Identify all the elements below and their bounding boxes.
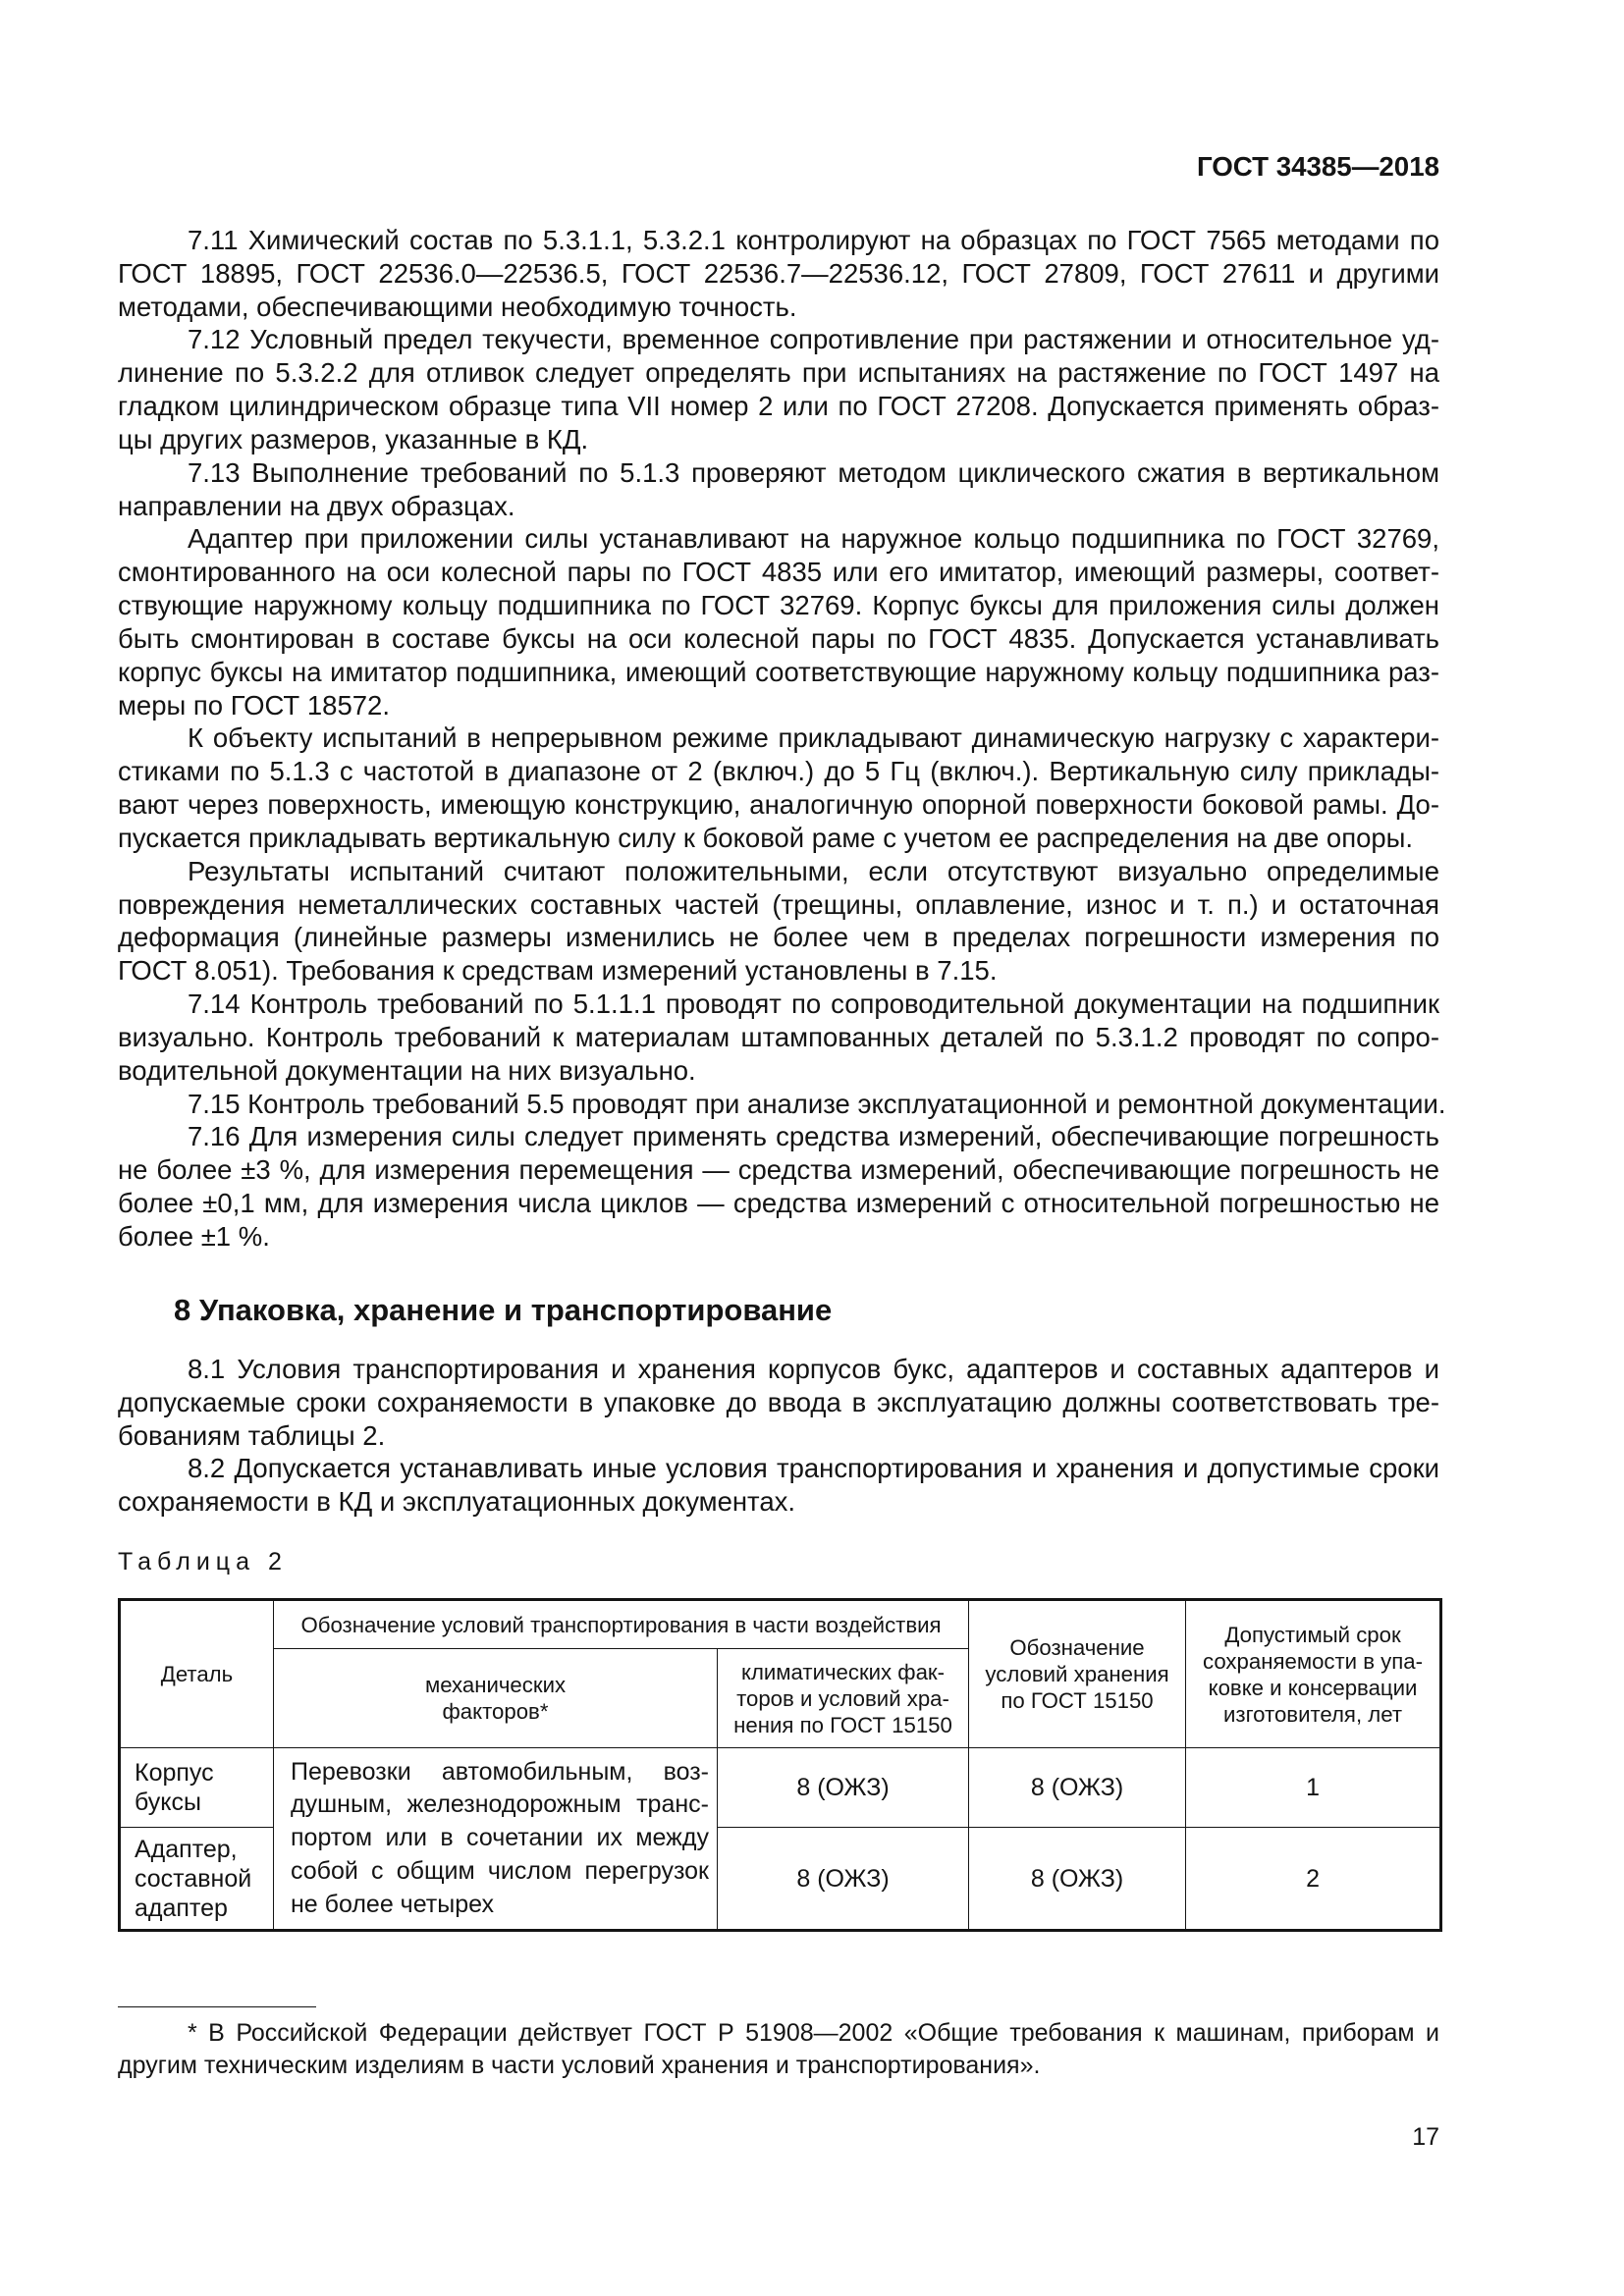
text-line: вают через поверхность, имеющую конструкцию, аналогичную опорной поверхности боковой рамы. До- xyxy=(118,789,1439,821)
header-text: сохраняемости в упа- xyxy=(1203,1648,1424,1674)
text-line: меры по ГОСТ 18572. xyxy=(118,689,390,721)
table-2 xyxy=(118,1598,1442,1932)
text-line: ГОСТ 18895, ГОСТ 22536.0—22536.5, ГОСТ 22536.7—22536.12, ГОСТ 27809, ГОСТ 27611 и другими xyxy=(118,257,1439,289)
text-line: ствующие наружному кольцу подшипника по ГОСТ 32769. Корпус буксы для приложения силы должен xyxy=(118,590,1439,621)
header-text: ковке и консервации xyxy=(1208,1675,1418,1700)
paragraph-7-14 xyxy=(118,988,1439,1087)
header-text: нения по ГОСТ 15150 xyxy=(733,1712,952,1737)
footnote xyxy=(118,2017,1439,2082)
table-header-storage xyxy=(969,1600,1186,1748)
paragraph-7-11 xyxy=(118,224,1439,323)
cell-text: собой с общим числом перегрузок xyxy=(291,1856,709,1885)
paragraph-7-12 xyxy=(118,323,1439,455)
text-line: сохраняемости в КД и эксплуатационных документах. xyxy=(118,1486,796,1518)
text-line: не более ±3 %, для измерения перемещения — средства измерений, обеспечивающие погрешность не xyxy=(118,1154,1439,1186)
header-text: торов и условий хра- xyxy=(736,1685,949,1711)
table-header-climatic xyxy=(718,1649,969,1748)
text-line: 7.13 Выполнение требований по 5.1.3 проверяют методом циклического сжатия в вертикальном xyxy=(188,456,1439,488)
header-text: факторов* xyxy=(442,1699,549,1724)
paragraph-8-1 xyxy=(118,1353,1439,1452)
text-line: К объекту испытаний в непрерывном режиме прикладывают динамическую нагрузку с характери- xyxy=(188,722,1439,754)
text-line: более ±1 %. xyxy=(118,1220,270,1252)
text-line: пускается прикладывать вертикальную силу к боковой раме с учетом ее распределения на две опоры. xyxy=(118,822,1414,853)
table-cell-shelf-life: 1 xyxy=(1186,1748,1441,1828)
paragraph-results xyxy=(118,855,1439,988)
page-number: 17 xyxy=(1412,2123,1439,2151)
text-line: деформация (линейные размеры изменились не более чем в пределах погрешности измерения по xyxy=(118,922,1439,953)
header-text: климатических фак- xyxy=(741,1659,946,1684)
footnote-line: * В Российской Федерации действует ГОСТ Р 51908—2002 «Общие требования к машинам, приборам и xyxy=(188,2019,1439,2047)
footnote-line: другим техническим изделиям в части условий хранения и транспортирования». xyxy=(118,2052,1041,2079)
header-text: по ГОСТ 15150 xyxy=(1001,1688,1154,1713)
text-line: бованиям таблицы 2. xyxy=(118,1419,386,1451)
header-text: механических xyxy=(424,1673,567,1697)
paragraph-adapter xyxy=(118,522,1439,721)
header-text: изготовителя, лет xyxy=(1223,1701,1402,1727)
text-line: корпус буксы на имитатор подшипника, имеющий соответствующие наружному кольцу подшипника раз- xyxy=(118,656,1439,687)
paragraph-8-2 xyxy=(118,1452,1439,1519)
cell-text: не более четырех xyxy=(291,1890,494,1918)
text-line: 7.15 Контроль требований 5.5 проводят при анализе эксплуатационной и ремонтной документации. xyxy=(188,1088,1446,1119)
cell-text: Адаптер, xyxy=(135,1835,238,1863)
table-header-shelf-life xyxy=(1186,1600,1441,1748)
text-line: более ±0,1 мм, для измерения числа циклов — средства измерений с относительной погрешностью не xyxy=(118,1188,1439,1219)
text-line: смонтированного на оси колесной пары по ГОСТ 4835 или его имитатор, имеющий размеры, соответ- xyxy=(118,557,1439,588)
header-text: Обозначение xyxy=(1009,1635,1145,1660)
table-cell-shelf-life: 2 xyxy=(1186,1828,1441,1931)
header-text: Допустимый срок xyxy=(1224,1622,1401,1647)
table-row xyxy=(120,1748,1441,1828)
table-header-mechanical xyxy=(274,1649,718,1748)
cell-text: адаптер xyxy=(135,1894,228,1922)
text-line: быть смонтирован в составе буксы на оси колесной пары по ГОСТ 4835. Допускается устанавливать xyxy=(118,622,1439,654)
text-line: водительной документации на них визуально. xyxy=(118,1054,696,1086)
cell-text: Перевозки автомобильным, воз- xyxy=(291,1757,709,1786)
paragraph-7-13 xyxy=(118,456,1439,523)
text-line: Адаптер при приложении силы устанавливают на наружное кольцо подшипника по ГОСТ 32769, xyxy=(188,523,1439,555)
text-line: методами, обеспечивающими необходимую точность. xyxy=(118,291,797,322)
table-cell-detail xyxy=(120,1748,274,1828)
table-cell-storage: 8 (ОЖЗ) xyxy=(969,1748,1186,1828)
table-caption: Таблица 2 xyxy=(118,1548,288,1575)
text-line: направлении на двух образцах. xyxy=(118,490,515,521)
text-line: визуально. Контроль требований к материалам штампованных деталей по 5.3.1.2 проводят по сопро- xyxy=(118,1021,1439,1052)
table-header-detail xyxy=(120,1600,274,1748)
section-8-heading: 8 Упаковка, хранение и транспортирование xyxy=(174,1293,833,1327)
text-line: 7.12 Условный предел текучести, временное сопротивление при растяжении и относительное уд- xyxy=(188,324,1439,355)
table-cell-detail xyxy=(120,1828,274,1931)
footnote-rule xyxy=(118,2006,316,2007)
section-7-text xyxy=(118,224,1446,1254)
text-line: 7.11 Химический состав по 5.3.1.1, 5.3.2.1 контролируют на образцах по ГОСТ 7565 методами по xyxy=(188,225,1439,255)
paragraph-7-16 xyxy=(118,1120,1439,1253)
table-header-transport-group xyxy=(274,1600,969,1649)
text-line: 8.2 Допускается устанавливать иные условия транспортирования и хранения и допустимые сроки xyxy=(188,1453,1439,1484)
header-text: Деталь xyxy=(160,1662,234,1686)
text-line: цы других размеров, указанные в КД. xyxy=(118,423,589,454)
document-header-number: ГОСТ 34385—2018 xyxy=(1196,151,1439,182)
header-text: условий хранения xyxy=(985,1662,1169,1686)
table-header-row xyxy=(120,1600,1441,1649)
paragraph-dynamic-load xyxy=(118,721,1439,854)
table-cell-climatic: 8 (ОЖЗ) xyxy=(718,1828,969,1931)
text-line: линение по 5.3.2.2 для отливок следует определять при испытаниях на растяжение по ГОСТ 1497 на xyxy=(118,357,1439,389)
text-line: 7.16 Для измерения силы следует применять средства измерений, обеспечивающие погрешность xyxy=(188,1121,1439,1152)
table-cell-mechanical xyxy=(274,1748,718,1931)
cell-text: душным, железнодорожным транс- xyxy=(291,1790,709,1819)
cell-text: составной xyxy=(135,1864,252,1893)
table-cell-storage: 8 (ОЖЗ) xyxy=(969,1828,1186,1931)
cell-text: портом или в сочетании их между xyxy=(291,1824,709,1852)
text-line: стиками по 5.1.3 с частотой в диапазоне от 2 (включ.) до 5 Гц (включ.). Вертикальную силу приклады- xyxy=(118,756,1439,787)
text-line: допускаемые сроки сохраняемости в упаковке до ввода в эксплуатацию должны соответствовать тре- xyxy=(118,1386,1439,1417)
cell-text: Корпус xyxy=(135,1759,214,1787)
table-cell-climatic: 8 (ОЖЗ) xyxy=(718,1748,969,1828)
text-line: 7.14 Контроль требований по 5.1.1.1 проводят по сопроводительной документации на подшипник xyxy=(188,988,1439,1020)
section-8-text xyxy=(118,1353,1439,1519)
text-line: 8.1 Условия транспортирования и хранения корпусов букс, адаптеров и составных адаптеров и xyxy=(188,1354,1439,1384)
cell-text: буксы xyxy=(135,1789,201,1816)
text-line: Результаты испытаний считают положительными, если отсутствуют визуально определимые xyxy=(188,855,1439,886)
text-line: повреждения неметаллических составных частей (трещины, оплавление, износ и т. п.) и остаточная xyxy=(118,888,1439,920)
text-line: ГОСТ 8.051). Требования к средствам измерений установлены в 7.15. xyxy=(118,955,998,987)
text-line: гладком цилиндрическом образце типа VII номер 2 или по ГОСТ 27208. Допускается применять образ- xyxy=(118,391,1439,422)
header-text: Обозначение условий транспортирования в части воздействия xyxy=(300,1612,942,1637)
paragraph-7-15 xyxy=(118,1088,1446,1121)
